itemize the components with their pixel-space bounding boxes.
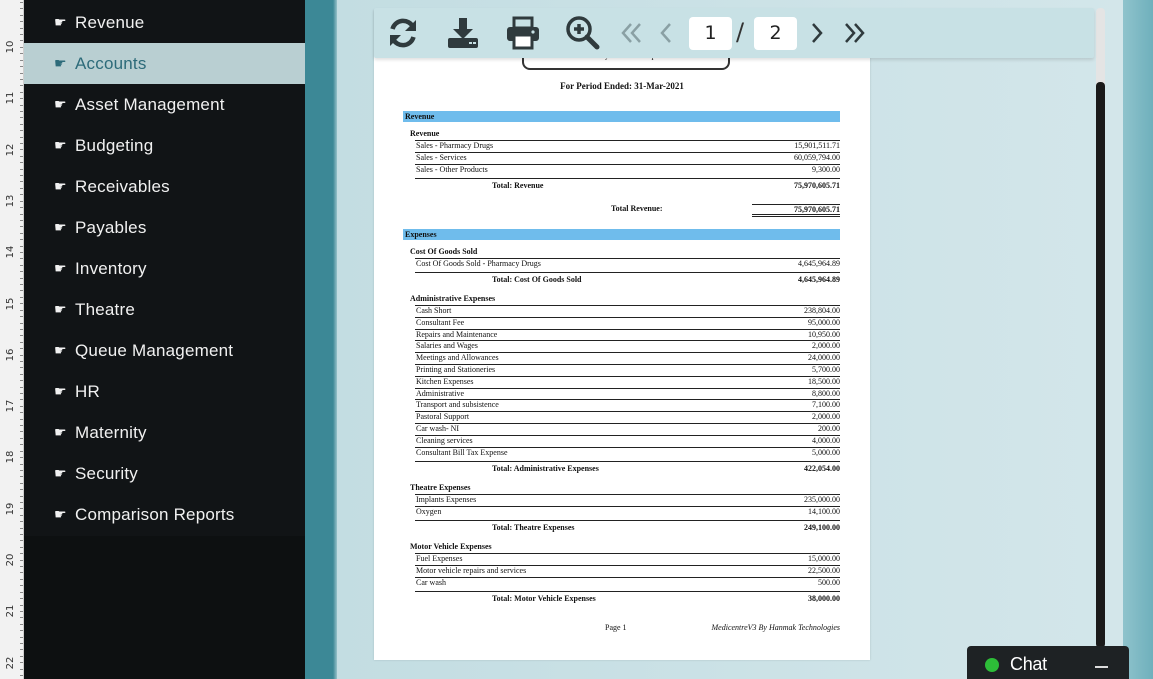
- ruler-tick: [20, 566, 23, 567]
- ruler-tick: [20, 40, 23, 41]
- ruler-tick: [20, 502, 23, 503]
- total-rule: [415, 520, 840, 521]
- row-value: 2,000.00: [812, 412, 840, 422]
- sidebar-item-label: Security: [75, 463, 139, 483]
- sidebar-item-label: Queue Management: [75, 340, 234, 360]
- total-value: 422,054.00: [804, 464, 840, 473]
- sidebar-item-label: Inventory: [75, 258, 147, 278]
- refresh-icon: [386, 16, 420, 50]
- row-value: 500.00: [818, 577, 840, 587]
- refresh-button[interactable]: [383, 15, 423, 51]
- sidebar-item-label: Comparison Reports: [75, 504, 235, 524]
- row-value: 238,804.00: [804, 306, 840, 315]
- ruler-tick: [20, 348, 23, 349]
- report-row: [415, 329, 840, 340]
- right-edge-panel: [1123, 0, 1153, 679]
- last-page-icon: [841, 20, 867, 46]
- hand-pointer-icon: ☛: [54, 178, 67, 194]
- ruler-tick: [20, 374, 23, 375]
- report-row: [415, 340, 840, 351]
- report-row: [415, 317, 840, 328]
- ruler-tick: [20, 489, 23, 490]
- group-title: Motor Vehicle Expenses: [410, 542, 492, 551]
- total-value: 4,645,964.89: [798, 275, 840, 284]
- previous-page-icon: [656, 20, 676, 46]
- ruler-tick: [20, 560, 23, 561]
- total-label: Total: Motor Vehicle Expenses: [492, 594, 596, 603]
- row-label: Printing and Stationeries: [416, 365, 496, 374]
- sidebar-item-inventory[interactable]: [24, 248, 305, 289]
- report-row: [415, 494, 840, 505]
- ruler-tick: [20, 675, 23, 676]
- sidebar-item-security[interactable]: [24, 453, 305, 494]
- sidebar-item-label: Accounts: [75, 53, 147, 73]
- ruler-tick: [20, 143, 23, 144]
- report-period: For Period Ended: 31-Mar-2021: [560, 81, 684, 91]
- total-value: 38,000.00: [808, 594, 840, 603]
- ruler-tick: [20, 156, 23, 157]
- row-label: Implants Expenses: [416, 495, 477, 504]
- ruler-tick: [20, 393, 23, 394]
- row-label: Pastoral Support: [416, 412, 470, 422]
- ruler-tick: [20, 258, 23, 259]
- row-label: Meetings and Allowances: [416, 353, 499, 363]
- ruler-tick: [20, 181, 23, 182]
- footer-brand: MedicentreV3 By Hanmak Technologies: [711, 623, 840, 632]
- minimize-icon[interactable]: [1095, 666, 1108, 668]
- row-label: Sales - Services: [416, 152, 467, 162]
- ruler-label: 13: [5, 194, 16, 208]
- current-page-input[interactable]: [689, 17, 732, 50]
- row-label: Transport and subsistence: [416, 400, 499, 410]
- ruler-tick: [20, 540, 23, 541]
- sidebar-item-comparison-reports[interactable]: [24, 494, 305, 535]
- ruler-tick: [20, 662, 23, 663]
- row-value: 18,500.00: [808, 376, 840, 386]
- ruler-tick: [20, 605, 23, 606]
- ruler-tick: [20, 201, 23, 202]
- ruler-tick: [20, 175, 23, 176]
- report-row: [415, 364, 840, 375]
- ruler-tick: [20, 367, 23, 368]
- report-row: [415, 399, 840, 410]
- ruler-tick: [20, 431, 23, 432]
- sidebar-item-queue-management[interactable]: [24, 330, 305, 371]
- row-label: Oxygen: [416, 506, 442, 516]
- report-row: [415, 565, 840, 576]
- sidebar-empty-area: [24, 536, 305, 679]
- ruler-tick: [20, 137, 23, 138]
- print-button[interactable]: [503, 15, 543, 51]
- first-page-icon: [619, 20, 645, 46]
- row-value: 14,100.00: [808, 506, 840, 516]
- row-value: 4,645,964.89: [798, 259, 840, 268]
- ruler-tick: [20, 438, 23, 439]
- row-label: Car wash: [416, 577, 446, 587]
- row-label: Fuel Expenses: [416, 554, 463, 563]
- chat-widget[interactable]: [967, 646, 1129, 679]
- ruler-tick: [20, 303, 23, 304]
- ruler-tick: [20, 355, 23, 356]
- ruler-tick: [20, 60, 23, 61]
- row-value: 200.00: [818, 424, 840, 433]
- sidebar-item-revenue[interactable]: [24, 2, 305, 43]
- ruler-tick: [20, 553, 23, 554]
- total-rule: [415, 591, 840, 592]
- ruler-tick: [20, 547, 23, 548]
- row-label: Sales - Pharmacy Drugs: [416, 141, 494, 150]
- ruler-tick: [20, 124, 23, 125]
- row-value: 5,000.00: [812, 447, 840, 457]
- sidebar-item-theatre[interactable]: [24, 289, 305, 330]
- ruler-tick: [20, 226, 23, 227]
- grand-total-value: 75,970,605.71: [752, 204, 840, 217]
- ruler-tick: [20, 92, 23, 93]
- ruler-tick: [20, 85, 23, 86]
- row-value: 8,800.00: [812, 388, 840, 398]
- ruler-tick: [20, 617, 23, 618]
- first-page-button[interactable]: [612, 15, 652, 51]
- row-label: Cash Short: [416, 306, 452, 315]
- vertical-ruler: [0, 0, 24, 679]
- ruler-tick: [20, 342, 23, 343]
- row-value: 4,000.00: [812, 435, 840, 445]
- hand-pointer-icon: ☛: [54, 383, 67, 399]
- group-title: Administrative Expenses: [410, 294, 496, 303]
- hand-pointer-icon: ☛: [54, 55, 67, 71]
- ruler-tick: [20, 329, 23, 330]
- ruler-label: 14: [5, 245, 16, 259]
- sidebar-item-maternity[interactable]: [24, 412, 305, 453]
- ruler-tick: [20, 496, 23, 497]
- hand-pointer-icon: ☛: [54, 424, 67, 440]
- ruler-tick: [20, 406, 23, 407]
- ruler-tick: [20, 2, 23, 3]
- ruler-tick: [20, 8, 23, 9]
- scrollbar-thumb[interactable]: [1096, 82, 1105, 648]
- ruler-tick: [20, 21, 23, 22]
- report-row: [415, 553, 840, 564]
- ruler-tick: [20, 252, 23, 253]
- total-label: Total: Cost Of Goods Sold: [492, 275, 582, 284]
- sidebar-item-label: Revenue: [75, 12, 145, 32]
- ruler-tick: [20, 278, 23, 279]
- ruler-tick: [20, 470, 23, 471]
- ruler-tick: [20, 585, 23, 586]
- previous-page-button[interactable]: [648, 15, 684, 51]
- report-row: [415, 577, 840, 588]
- hand-pointer-icon: ☛: [54, 260, 67, 276]
- ruler-tick: [20, 528, 23, 529]
- ruler-tick: [20, 98, 23, 99]
- group-title: Revenue: [410, 129, 440, 138]
- ruler-label: 12: [5, 143, 16, 156]
- ruler-tick: [20, 598, 23, 599]
- total-pages: 2: [754, 17, 797, 50]
- ruler-tick: [20, 73, 23, 74]
- ruler-tick: [20, 335, 23, 336]
- download-icon: [445, 16, 481, 50]
- row-label: Salaries and Wages: [416, 341, 478, 351]
- ruler-tick: [20, 149, 23, 150]
- ruler-tick: [20, 515, 23, 516]
- ruler-tick: [20, 412, 23, 413]
- report-row: [415, 423, 840, 434]
- grand-total-label: Total Revenue:: [611, 204, 663, 213]
- print-icon: [505, 16, 541, 50]
- ruler-tick: [20, 669, 23, 670]
- row-value: 7,100.00: [812, 400, 840, 410]
- sidebar-item-receivables[interactable]: [24, 166, 305, 207]
- hand-pointer-icon: ☛: [54, 506, 67, 522]
- report-row: [415, 435, 840, 446]
- sidebar-item-budgeting[interactable]: [24, 125, 305, 166]
- row-label: Cost Of Goods Sold - Pharmacy Drugs: [416, 259, 541, 268]
- chat-label: Chat: [1010, 654, 1047, 674]
- ruler-tick: [20, 637, 23, 638]
- ruler-tick: [20, 399, 23, 400]
- total-rule: [415, 178, 840, 179]
- ruler-tick: [20, 290, 23, 291]
- report-row: [415, 506, 840, 517]
- row-label: Repairs and Maintenance: [416, 329, 498, 339]
- ruler-tick: [20, 220, 23, 221]
- report-row: [415, 447, 840, 458]
- ruler-tick: [20, 15, 23, 16]
- sidebar-item-label: HR: [75, 381, 100, 401]
- ruler-label: 18: [5, 451, 16, 464]
- ruler-label: 19: [5, 502, 16, 516]
- ruler-tick: [20, 130, 23, 131]
- hand-pointer-icon: ☛: [54, 96, 67, 112]
- row-value: 22,500.00: [808, 565, 840, 575]
- ruler-label: 17: [5, 399, 16, 413]
- sidebar-item-label: Asset Management: [75, 94, 225, 114]
- ruler-tick: [20, 169, 23, 170]
- ruler-tick: [20, 53, 23, 54]
- ruler-tick: [20, 579, 23, 580]
- row-value: 9,300.00: [812, 164, 840, 174]
- ruler-tick: [20, 444, 23, 445]
- row-label: Kitchen Expenses: [416, 376, 474, 386]
- total-label: Total: Revenue: [492, 181, 544, 190]
- sidebar-item-accounts[interactable]: [24, 43, 305, 84]
- row-value: 95,000.00: [808, 317, 840, 327]
- ruler-tick: [20, 246, 23, 247]
- ruler-tick: [20, 611, 23, 612]
- sidebar-item-payables[interactable]: [24, 207, 305, 248]
- ruler-label: 11: [5, 91, 16, 105]
- total-value: 249,100.00: [804, 523, 840, 532]
- ruler-tick: [20, 188, 23, 189]
- ruler-tick: [20, 630, 23, 631]
- ruler-tick: [20, 361, 23, 362]
- ruler-tick: [20, 476, 23, 477]
- section-header-expenses: Expenses: [403, 229, 840, 240]
- group-title: Theatre Expenses: [410, 483, 471, 492]
- ruler-tick: [20, 162, 23, 163]
- ruler-tick: [20, 66, 23, 67]
- sidebar-item-label: Payables: [75, 217, 147, 237]
- sidebar-item-asset-management[interactable]: [24, 84, 305, 125]
- hand-pointer-icon: ☛: [54, 219, 67, 235]
- ruler-tick: [20, 79, 23, 80]
- ruler-tick: [20, 425, 23, 426]
- ruler-tick: [20, 624, 23, 625]
- report-row: [415, 164, 840, 175]
- page-separator: /: [736, 18, 745, 46]
- report-row: [415, 152, 840, 163]
- row-value: 15,901,511.71: [794, 141, 840, 150]
- ruler-label: 16: [5, 348, 16, 362]
- hand-pointer-icon: ☛: [54, 14, 67, 30]
- hand-pointer-icon: ☛: [54, 301, 67, 317]
- ruler-tick: [20, 271, 23, 272]
- hand-pointer-icon: ☛: [54, 342, 67, 358]
- report-row: [415, 305, 840, 316]
- zoom-in-button[interactable]: [563, 15, 603, 51]
- total-value: 75,970,605.71: [794, 181, 840, 190]
- sidebar-item-label: Maternity: [75, 422, 147, 442]
- next-page-button[interactable]: [799, 15, 835, 51]
- report-row: [415, 352, 840, 363]
- last-page-button[interactable]: [834, 15, 874, 51]
- ruler-tick: [20, 323, 23, 324]
- group-title: Cost Of Goods Sold: [410, 247, 478, 256]
- ruler-tick: [20, 521, 23, 522]
- ruler-tick: [20, 464, 23, 465]
- ruler-label: 22: [5, 656, 16, 669]
- total-rule: [415, 272, 840, 273]
- row-label: Consultant Bill Tax Expense: [416, 447, 508, 457]
- ruler-tick: [20, 239, 23, 240]
- ruler-tick: [20, 310, 23, 311]
- report-page: [374, 10, 870, 660]
- report-toolbar: [374, 8, 1094, 58]
- ruler-tick: [20, 508, 23, 509]
- report-row: [415, 376, 840, 387]
- row-value: 24,000.00: [808, 353, 840, 363]
- online-status-icon: [985, 658, 999, 672]
- ruler-tick: [20, 297, 23, 298]
- ruler-tick: [20, 284, 23, 285]
- ruler-tick: [20, 207, 23, 208]
- row-label: Cleaning services: [416, 435, 473, 445]
- ruler-tick: [20, 316, 23, 317]
- sidebar-item-hr[interactable]: [24, 371, 305, 412]
- download-button[interactable]: [443, 15, 483, 51]
- ruler-tick: [20, 265, 23, 266]
- ruler-tick: [20, 572, 23, 573]
- sidebar-item-label: Theatre: [75, 299, 135, 319]
- ruler-label: 10: [5, 40, 16, 54]
- report-row: [415, 140, 840, 151]
- row-label: Consultant Fee: [416, 317, 465, 327]
- row-value: 15,000.00: [808, 554, 840, 563]
- total-rule: [415, 461, 840, 462]
- total-label: Total: Theatre Expenses: [492, 523, 575, 532]
- ruler-tick: [20, 28, 23, 29]
- ruler-label: 20: [5, 553, 16, 567]
- sidebar: [24, 0, 305, 679]
- ruler-tick: [20, 233, 23, 234]
- ruler-tick: [20, 649, 23, 650]
- row-value: 60,059,794.00: [794, 152, 840, 162]
- total-label: Total: Administrative Expenses: [492, 464, 599, 473]
- section-header-revenue: Revenue: [403, 111, 840, 122]
- row-label: Sales - Other Products: [416, 164, 488, 174]
- ruler-label: 15: [5, 297, 16, 310]
- hand-pointer-icon: ☛: [54, 465, 67, 481]
- ruler-tick: [20, 111, 23, 112]
- ruler-tick: [20, 194, 23, 195]
- ruler-tick: [20, 457, 23, 458]
- row-value: 2,000.00: [812, 341, 840, 351]
- ruler-tick: [20, 380, 23, 381]
- ruler-tick: [20, 643, 23, 644]
- ruler-tick: [20, 419, 23, 420]
- sidebar-item-label: Receivables: [75, 176, 170, 196]
- next-page-icon: [807, 20, 827, 46]
- ruler-tick: [20, 214, 23, 215]
- zoom-in-icon: [565, 15, 601, 51]
- report-row: [415, 258, 840, 269]
- sidebar-item-label: Budgeting: [75, 135, 154, 155]
- row-value: 5,700.00: [812, 365, 840, 374]
- report-row: [415, 388, 840, 399]
- ruler-tick: [20, 105, 23, 106]
- report-row: [415, 411, 840, 422]
- row-label: Motor vehicle repairs and services: [416, 565, 527, 575]
- ruler-tick: [20, 534, 23, 535]
- ruler-tick: [20, 483, 23, 484]
- ruler-tick: [20, 117, 23, 118]
- ruler-tick: [20, 47, 23, 48]
- ruler-tick: [20, 387, 23, 388]
- row-value: 235,000.00: [804, 495, 840, 504]
- sidebar-nav: [24, 2, 305, 535]
- row-label: Administrative: [416, 388, 464, 398]
- hand-pointer-icon: ☛: [54, 137, 67, 153]
- ruler-tick: [20, 451, 23, 452]
- row-value: 10,950.00: [808, 329, 840, 339]
- ruler-tick: [20, 34, 23, 35]
- ruler-tick: [20, 656, 23, 657]
- ruler-tick: [20, 592, 23, 593]
- row-label: Car wash- NI: [416, 424, 460, 433]
- footer-page-number: Page 1: [605, 623, 627, 632]
- ruler-label: 21: [5, 604, 16, 618]
